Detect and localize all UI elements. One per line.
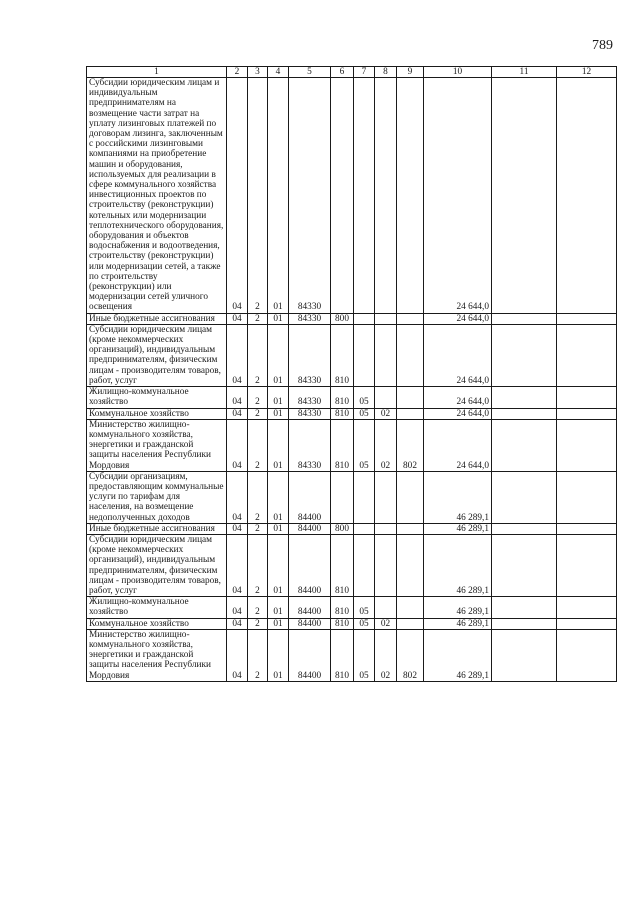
- code-cell: 802: [397, 629, 424, 681]
- code-cell: 01: [268, 618, 289, 629]
- code-cell: 84330: [289, 408, 331, 419]
- code-cell: 810: [331, 324, 354, 386]
- row-name: Жилищно-коммунальное хозяйство: [87, 597, 227, 618]
- code-cell: 810: [331, 419, 354, 471]
- code-cell: 01: [268, 78, 289, 314]
- column-header: 12: [557, 67, 617, 78]
- code-cell: 810: [331, 387, 354, 408]
- column-header: 4: [268, 67, 289, 78]
- amount-cell: [492, 419, 557, 471]
- table-row: [87, 387, 617, 408]
- code-cell: [397, 618, 424, 629]
- code-cell: 01: [268, 419, 289, 471]
- column-header: 3: [248, 67, 268, 78]
- code-cell: 84400: [289, 471, 331, 523]
- code-cell: 84330: [289, 313, 331, 324]
- amount-cell: 24 644,0: [424, 313, 492, 324]
- code-cell: [375, 324, 397, 386]
- code-cell: 810: [331, 534, 354, 596]
- amount-cell: [557, 471, 617, 523]
- code-cell: [375, 471, 397, 523]
- code-cell: 04: [227, 534, 248, 596]
- amount-cell: [557, 387, 617, 408]
- amount-cell: [492, 324, 557, 386]
- code-cell: [354, 471, 375, 523]
- table-row: [87, 313, 617, 324]
- amount-cell: [557, 78, 617, 314]
- code-cell: 802: [397, 419, 424, 471]
- table-row: [87, 408, 617, 419]
- code-cell: 2: [248, 618, 268, 629]
- amount-cell: 46 289,1: [424, 629, 492, 681]
- amount-cell: [557, 523, 617, 534]
- amount-cell: [492, 471, 557, 523]
- code-cell: 810: [331, 597, 354, 618]
- code-cell: 2: [248, 523, 268, 534]
- code-cell: 01: [268, 387, 289, 408]
- header-row: [87, 67, 617, 78]
- table-row: [87, 534, 617, 596]
- table-row: [87, 618, 617, 629]
- table-row: [87, 471, 617, 523]
- code-cell: 04: [227, 419, 248, 471]
- code-cell: 04: [227, 387, 248, 408]
- code-cell: 04: [227, 597, 248, 618]
- amount-cell: 24 644,0: [424, 324, 492, 386]
- code-cell: 810: [331, 618, 354, 629]
- amount-cell: [492, 523, 557, 534]
- row-name: Иные бюджетные ассигнования: [87, 523, 227, 534]
- amount-cell: 46 289,1: [424, 597, 492, 618]
- code-cell: 84400: [289, 629, 331, 681]
- row-name: Субсидии юридическим лицам и индивидуальным предпринимателям на возмещение части затрат на уплату лизинговых платежей по договорам лизинга, заключенным с российскими лизинговыми компаниями на приобретение машин и оборудования, используемых для реализации в сфере коммунального хозяйства инвестиционных проектов по строительству (реконструкции) котельных или модернизации теплотехнического оборудования, оборудования и объектов водоснабжения и водоотведения, строительству (реконструкции) или модернизации сетей, а также по строительству (реконструкции) или модернизации сетей уличного освещения: [87, 78, 227, 314]
- amount-cell: 46 289,1: [424, 618, 492, 629]
- amount-cell: [492, 313, 557, 324]
- code-cell: 04: [227, 78, 248, 314]
- code-cell: [375, 78, 397, 314]
- code-cell: 2: [248, 387, 268, 408]
- code-cell: 04: [227, 313, 248, 324]
- code-cell: 02: [375, 629, 397, 681]
- code-cell: [397, 408, 424, 419]
- code-cell: [397, 523, 424, 534]
- code-cell: [375, 534, 397, 596]
- code-cell: 02: [375, 408, 397, 419]
- amount-cell: [492, 387, 557, 408]
- code-cell: [397, 387, 424, 408]
- table-row: [87, 523, 617, 534]
- code-cell: 04: [227, 523, 248, 534]
- code-cell: 810: [331, 629, 354, 681]
- code-cell: 05: [354, 387, 375, 408]
- row-name: Министерство жилищно-коммунального хозяйства, энергетики и гражданской защиты населения Республики Мордовия: [87, 419, 227, 471]
- amount-cell: [557, 534, 617, 596]
- amount-cell: [557, 408, 617, 419]
- code-cell: 84400: [289, 523, 331, 534]
- code-cell: 01: [268, 597, 289, 618]
- code-cell: 01: [268, 408, 289, 419]
- code-cell: [331, 78, 354, 314]
- code-cell: 05: [354, 408, 375, 419]
- column-header: 11: [492, 67, 557, 78]
- amount-cell: [557, 324, 617, 386]
- row-name: Коммунальное хозяйство: [87, 408, 227, 419]
- code-cell: 84400: [289, 534, 331, 596]
- code-cell: [397, 78, 424, 314]
- amount-cell: 46 289,1: [424, 523, 492, 534]
- code-cell: 04: [227, 629, 248, 681]
- table-row: [87, 629, 617, 681]
- row-name: Жилищно-коммунальное хозяйство: [87, 387, 227, 408]
- code-cell: 84330: [289, 387, 331, 408]
- code-cell: [354, 324, 375, 386]
- code-cell: [397, 324, 424, 386]
- column-header: 1: [87, 67, 227, 78]
- column-header: 5: [289, 67, 331, 78]
- amount-cell: 46 289,1: [424, 471, 492, 523]
- code-cell: 04: [227, 471, 248, 523]
- column-header: 7: [354, 67, 375, 78]
- amount-cell: [492, 618, 557, 629]
- column-header: 10: [424, 67, 492, 78]
- code-cell: [397, 597, 424, 618]
- code-cell: 800: [331, 313, 354, 324]
- code-cell: 84330: [289, 78, 331, 314]
- code-cell: 2: [248, 408, 268, 419]
- amount-cell: 24 644,0: [424, 419, 492, 471]
- code-cell: 2: [248, 419, 268, 471]
- code-cell: 01: [268, 471, 289, 523]
- code-cell: 01: [268, 629, 289, 681]
- row-name: Иные бюджетные ассигнования: [87, 313, 227, 324]
- table-row: [87, 419, 617, 471]
- amount-cell: 24 644,0: [424, 408, 492, 419]
- code-cell: 2: [248, 471, 268, 523]
- row-name: Субсидии юридическим лицам (кроме некоммерческих организаций), индивидуальным предпринимателям, физическим лицам - производителям товаров, работ, услуг: [87, 324, 227, 386]
- code-cell: [375, 597, 397, 618]
- code-cell: 04: [227, 324, 248, 386]
- column-header: 9: [397, 67, 424, 78]
- amount-cell: 24 644,0: [424, 78, 492, 314]
- amount-cell: [557, 618, 617, 629]
- amount-cell: [492, 629, 557, 681]
- column-header: 2: [227, 67, 248, 78]
- code-cell: [354, 534, 375, 596]
- amount-cell: [557, 313, 617, 324]
- code-cell: 800: [331, 523, 354, 534]
- amount-cell: [492, 78, 557, 314]
- code-cell: 84400: [289, 618, 331, 629]
- code-cell: 84330: [289, 419, 331, 471]
- code-cell: 01: [268, 534, 289, 596]
- table-row: [87, 78, 617, 314]
- code-cell: 05: [354, 419, 375, 471]
- code-cell: 84330: [289, 324, 331, 386]
- code-cell: 01: [268, 313, 289, 324]
- amount-cell: [492, 534, 557, 596]
- code-cell: 2: [248, 597, 268, 618]
- page-number: 789: [592, 38, 613, 53]
- column-header: 6: [331, 67, 354, 78]
- table-row: [87, 597, 617, 618]
- code-cell: 01: [268, 523, 289, 534]
- code-cell: 2: [248, 313, 268, 324]
- code-cell: 05: [354, 618, 375, 629]
- amount-cell: [557, 597, 617, 618]
- code-cell: [375, 387, 397, 408]
- amount-cell: [492, 597, 557, 618]
- code-cell: 2: [248, 78, 268, 314]
- code-cell: [354, 523, 375, 534]
- amount-cell: [557, 629, 617, 681]
- code-cell: 04: [227, 618, 248, 629]
- amount-cell: 24 644,0: [424, 387, 492, 408]
- code-cell: 02: [375, 618, 397, 629]
- table-row: [87, 324, 617, 386]
- code-cell: [375, 523, 397, 534]
- row-name: Министерство жилищно-коммунального хозяйства, энергетики и гражданской защиты населения Республики Мордовия: [87, 629, 227, 681]
- amount-cell: 46 289,1: [424, 534, 492, 596]
- code-cell: 2: [248, 324, 268, 386]
- code-cell: 2: [248, 534, 268, 596]
- code-cell: [354, 313, 375, 324]
- code-cell: 2: [248, 629, 268, 681]
- code-cell: [397, 534, 424, 596]
- code-cell: 04: [227, 408, 248, 419]
- code-cell: 01: [268, 324, 289, 386]
- code-cell: 84400: [289, 597, 331, 618]
- code-cell: [354, 78, 375, 314]
- row-name: Коммунальное хозяйство: [87, 618, 227, 629]
- code-cell: 02: [375, 419, 397, 471]
- amount-cell: [492, 408, 557, 419]
- code-cell: [397, 471, 424, 523]
- code-cell: 810: [331, 408, 354, 419]
- code-cell: 05: [354, 597, 375, 618]
- code-cell: [397, 313, 424, 324]
- code-cell: 05: [354, 629, 375, 681]
- code-cell: [375, 313, 397, 324]
- row-name: Субсидии юридическим лицам (кроме некоммерческих организаций), индивидуальным предпринимателям, физическим лицам - производителям товаров, работ, услуг: [87, 534, 227, 596]
- column-header: 8: [375, 67, 397, 78]
- amount-cell: [557, 419, 617, 471]
- row-name: Субсидии организациям, предоставляющим коммунальные услуги по тарифам для населения, на возмещение недополученных доходов: [87, 471, 227, 523]
- code-cell: [331, 471, 354, 523]
- budget-table: [86, 66, 617, 682]
- table-body: [87, 78, 617, 682]
